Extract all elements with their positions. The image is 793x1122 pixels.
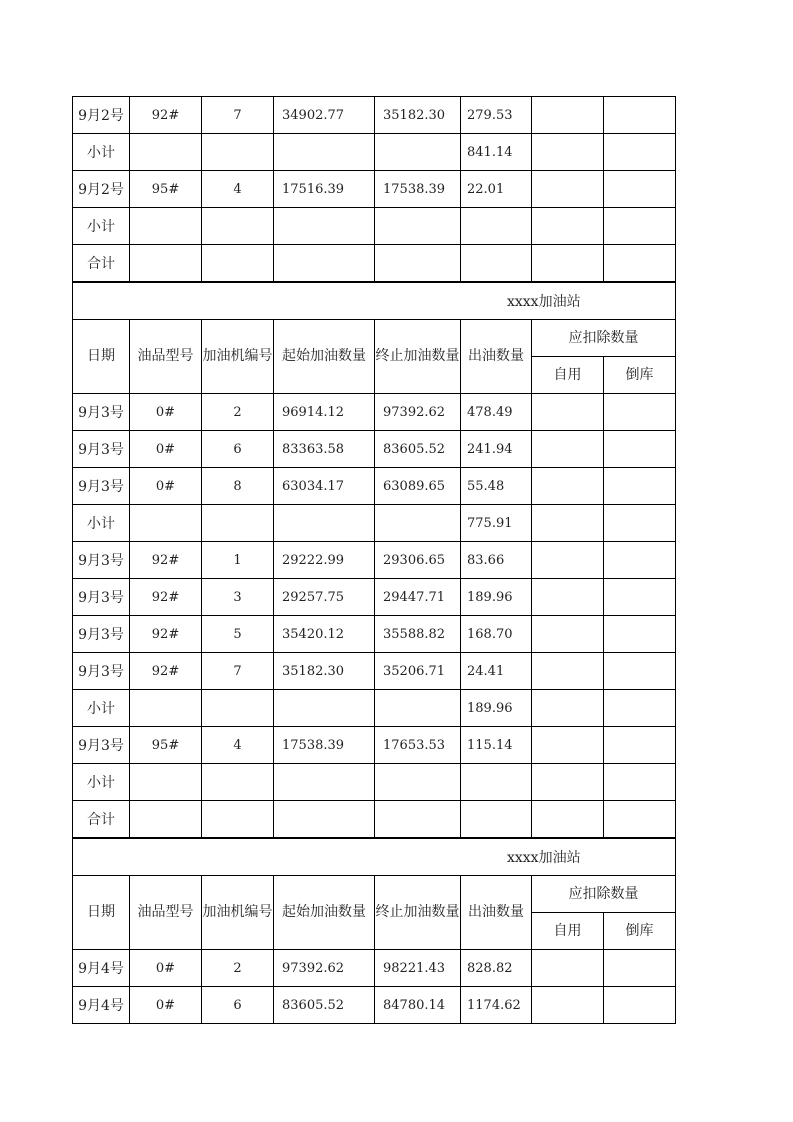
transfer-cell bbox=[604, 727, 676, 764]
start-reading-cell: 17516.39 bbox=[274, 171, 375, 208]
start-reading-cell bbox=[274, 801, 375, 839]
pump-number-cell: 6 bbox=[202, 431, 274, 468]
output-quantity-cell: 841.14 bbox=[461, 134, 532, 171]
table-row bbox=[73, 987, 676, 1024]
header-transfer: 倒库 bbox=[604, 357, 676, 394]
output-quantity-cell: 115.14 bbox=[461, 727, 532, 764]
self-use-cell bbox=[532, 690, 604, 727]
end-reading-cell bbox=[375, 134, 461, 171]
pump-number-cell: 7 bbox=[202, 653, 274, 690]
subtotal-row bbox=[73, 690, 676, 727]
pump-number-cell bbox=[202, 134, 274, 171]
header-grade: 油品型号 bbox=[130, 876, 202, 950]
self-use-cell bbox=[532, 245, 604, 283]
output-quantity-cell: 189.96 bbox=[461, 690, 532, 727]
table-row bbox=[73, 950, 676, 987]
start-reading-cell: 97392.62 bbox=[274, 950, 375, 987]
pump-number-cell: 8 bbox=[202, 468, 274, 505]
self-use-cell bbox=[532, 801, 604, 839]
header-date: 日期 bbox=[73, 876, 130, 950]
subtotal-row bbox=[73, 505, 676, 542]
station-title-row bbox=[73, 838, 676, 876]
self-use-cell bbox=[532, 208, 604, 245]
date-cell: 合计 bbox=[73, 801, 130, 839]
output-quantity-cell: 1174.62 bbox=[461, 987, 532, 1024]
end-reading-cell: 29447.71 bbox=[375, 579, 461, 616]
header-self-use: 自用 bbox=[532, 913, 604, 950]
end-reading-cell bbox=[375, 208, 461, 245]
table-row bbox=[73, 653, 676, 690]
grade-cell bbox=[130, 690, 202, 727]
start-reading-cell bbox=[274, 245, 375, 283]
grade-cell: 92# bbox=[130, 97, 202, 134]
start-reading-cell: 35182.30 bbox=[274, 653, 375, 690]
date-cell: 9月3号 bbox=[73, 616, 130, 653]
end-reading-cell bbox=[375, 801, 461, 839]
header-start-reading: 起始加油数量 bbox=[274, 876, 375, 950]
grade-cell bbox=[130, 208, 202, 245]
pump-number-cell bbox=[202, 690, 274, 727]
date-cell: 小计 bbox=[73, 690, 130, 727]
header-self-use: 自用 bbox=[532, 357, 604, 394]
transfer-cell bbox=[604, 171, 676, 208]
header-pump-number: 加油机编号 bbox=[202, 320, 274, 394]
date-cell: 9月2号 bbox=[73, 97, 130, 134]
grade-cell: 0# bbox=[130, 987, 202, 1024]
self-use-cell bbox=[532, 171, 604, 208]
end-reading-cell: 83605.52 bbox=[375, 431, 461, 468]
grade-cell bbox=[130, 134, 202, 171]
pump-number-cell bbox=[202, 764, 274, 801]
self-use-cell bbox=[532, 950, 604, 987]
fuel-table bbox=[72, 96, 676, 1024]
date-cell: 合计 bbox=[73, 245, 130, 283]
transfer-cell bbox=[604, 134, 676, 171]
grade-cell bbox=[130, 764, 202, 801]
table-row bbox=[73, 542, 676, 579]
table-row bbox=[73, 468, 676, 505]
end-reading-cell: 97392.62 bbox=[375, 394, 461, 431]
pump-number-cell bbox=[202, 505, 274, 542]
end-reading-cell: 63089.65 bbox=[375, 468, 461, 505]
pump-number-cell: 3 bbox=[202, 579, 274, 616]
output-quantity-cell: 775.91 bbox=[461, 505, 532, 542]
transfer-cell bbox=[604, 801, 676, 839]
total-row bbox=[73, 801, 676, 839]
start-reading-cell: 63034.17 bbox=[274, 468, 375, 505]
header-date: 日期 bbox=[73, 320, 130, 394]
pump-number-cell bbox=[202, 801, 274, 839]
self-use-cell bbox=[532, 97, 604, 134]
output-quantity-cell bbox=[461, 208, 532, 245]
self-use-cell bbox=[532, 579, 604, 616]
end-reading-cell: 17538.39 bbox=[375, 171, 461, 208]
start-reading-cell: 29257.75 bbox=[274, 579, 375, 616]
transfer-cell bbox=[604, 505, 676, 542]
grade-cell: 0# bbox=[130, 468, 202, 505]
end-reading-cell: 17653.53 bbox=[375, 727, 461, 764]
self-use-cell bbox=[532, 542, 604, 579]
grade-cell bbox=[130, 801, 202, 839]
grade-cell: 92# bbox=[130, 616, 202, 653]
self-use-cell bbox=[532, 394, 604, 431]
fuel-dispensing-sheet bbox=[72, 96, 676, 1024]
station-title-row bbox=[73, 282, 676, 320]
date-cell: 9月3号 bbox=[73, 579, 130, 616]
transfer-cell bbox=[604, 431, 676, 468]
table-row bbox=[73, 431, 676, 468]
header-start-reading: 起始加油数量 bbox=[274, 320, 375, 394]
end-reading-cell: 35588.82 bbox=[375, 616, 461, 653]
self-use-cell bbox=[532, 468, 604, 505]
date-cell: 9月3号 bbox=[73, 542, 130, 579]
pump-number-cell: 6 bbox=[202, 987, 274, 1024]
start-reading-cell: 96914.12 bbox=[274, 394, 375, 431]
date-cell: 小计 bbox=[73, 208, 130, 245]
output-quantity-cell: 24.41 bbox=[461, 653, 532, 690]
header-end-reading: 终止加油数量 bbox=[375, 876, 461, 950]
date-cell: 小计 bbox=[73, 134, 130, 171]
self-use-cell bbox=[532, 987, 604, 1024]
transfer-cell bbox=[604, 245, 676, 283]
pump-number-cell: 2 bbox=[202, 394, 274, 431]
end-reading-cell bbox=[375, 505, 461, 542]
subtotal-row bbox=[73, 764, 676, 801]
date-cell: 小计 bbox=[73, 505, 130, 542]
table-row bbox=[73, 727, 676, 764]
start-reading-cell: 29222.99 bbox=[274, 542, 375, 579]
station-name: xxxx加油站 bbox=[73, 838, 676, 876]
date-cell: 9月4号 bbox=[73, 987, 130, 1024]
table-row bbox=[73, 579, 676, 616]
header-output-quantity: 出油数量 bbox=[461, 876, 532, 950]
start-reading-cell bbox=[274, 764, 375, 801]
output-quantity-cell: 83.66 bbox=[461, 542, 532, 579]
output-quantity-cell: 55.48 bbox=[461, 468, 532, 505]
table-row bbox=[73, 171, 676, 208]
transfer-cell bbox=[604, 394, 676, 431]
date-cell: 9月4号 bbox=[73, 950, 130, 987]
grade-cell: 95# bbox=[130, 171, 202, 208]
start-reading-cell bbox=[274, 208, 375, 245]
self-use-cell bbox=[532, 764, 604, 801]
start-reading-cell: 35420.12 bbox=[274, 616, 375, 653]
grade-cell bbox=[130, 245, 202, 283]
grade-cell: 92# bbox=[130, 542, 202, 579]
output-quantity-cell: 241.94 bbox=[461, 431, 532, 468]
header-end-reading: 终止加油数量 bbox=[375, 320, 461, 394]
table-row bbox=[73, 616, 676, 653]
end-reading-cell: 84780.14 bbox=[375, 987, 461, 1024]
end-reading-cell: 98221.43 bbox=[375, 950, 461, 987]
grade-cell: 0# bbox=[130, 950, 202, 987]
transfer-cell bbox=[604, 764, 676, 801]
transfer-cell bbox=[604, 97, 676, 134]
start-reading-cell bbox=[274, 134, 375, 171]
date-cell: 小计 bbox=[73, 764, 130, 801]
header-row bbox=[73, 320, 676, 357]
end-reading-cell: 29306.65 bbox=[375, 542, 461, 579]
output-quantity-cell: 189.96 bbox=[461, 579, 532, 616]
date-cell: 9月3号 bbox=[73, 394, 130, 431]
date-cell: 9月3号 bbox=[73, 653, 130, 690]
transfer-cell bbox=[604, 542, 676, 579]
date-cell: 9月3号 bbox=[73, 468, 130, 505]
header-deduct-quantity: 应扣除数量 bbox=[532, 320, 676, 357]
header-transfer: 倒库 bbox=[604, 913, 676, 950]
self-use-cell bbox=[532, 653, 604, 690]
pump-number-cell: 4 bbox=[202, 171, 274, 208]
grade-cell: 92# bbox=[130, 579, 202, 616]
self-use-cell bbox=[532, 727, 604, 764]
output-quantity-cell bbox=[461, 801, 532, 839]
table-row bbox=[73, 97, 676, 134]
output-quantity-cell: 168.70 bbox=[461, 616, 532, 653]
pump-number-cell: 1 bbox=[202, 542, 274, 579]
self-use-cell bbox=[532, 431, 604, 468]
self-use-cell bbox=[532, 616, 604, 653]
transfer-cell bbox=[604, 987, 676, 1024]
header-grade: 油品型号 bbox=[130, 320, 202, 394]
transfer-cell bbox=[604, 653, 676, 690]
pump-number-cell: 7 bbox=[202, 97, 274, 134]
transfer-cell bbox=[604, 468, 676, 505]
date-cell: 9月2号 bbox=[73, 171, 130, 208]
subtotal-row bbox=[73, 208, 676, 245]
pump-number-cell: 5 bbox=[202, 616, 274, 653]
header-pump-number: 加油机编号 bbox=[202, 876, 274, 950]
grade-cell: 0# bbox=[130, 431, 202, 468]
end-reading-cell: 35206.71 bbox=[375, 653, 461, 690]
table-row bbox=[73, 394, 676, 431]
output-quantity-cell: 828.82 bbox=[461, 950, 532, 987]
start-reading-cell: 34902.77 bbox=[274, 97, 375, 134]
pump-number-cell bbox=[202, 245, 274, 283]
start-reading-cell bbox=[274, 505, 375, 542]
transfer-cell bbox=[604, 616, 676, 653]
grade-cell: 95# bbox=[130, 727, 202, 764]
end-reading-cell bbox=[375, 690, 461, 727]
header-row bbox=[73, 876, 676, 913]
date-cell: 9月3号 bbox=[73, 431, 130, 468]
self-use-cell bbox=[532, 505, 604, 542]
output-quantity-cell: 478.49 bbox=[461, 394, 532, 431]
grade-cell: 0# bbox=[130, 394, 202, 431]
transfer-cell bbox=[604, 950, 676, 987]
end-reading-cell bbox=[375, 764, 461, 801]
grade-cell: 92# bbox=[130, 653, 202, 690]
self-use-cell bbox=[532, 134, 604, 171]
subtotal-row bbox=[73, 134, 676, 171]
transfer-cell bbox=[604, 690, 676, 727]
transfer-cell bbox=[604, 208, 676, 245]
pump-number-cell: 4 bbox=[202, 727, 274, 764]
grade-cell bbox=[130, 505, 202, 542]
pump-number-cell bbox=[202, 208, 274, 245]
header-output-quantity: 出油数量 bbox=[461, 320, 532, 394]
station-name: xxxx加油站 bbox=[73, 282, 676, 320]
output-quantity-cell: 22.01 bbox=[461, 171, 532, 208]
end-reading-cell: 35182.30 bbox=[375, 97, 461, 134]
output-quantity-cell: 279.53 bbox=[461, 97, 532, 134]
end-reading-cell bbox=[375, 245, 461, 283]
output-quantity-cell bbox=[461, 245, 532, 283]
start-reading-cell: 17538.39 bbox=[274, 727, 375, 764]
output-quantity-cell bbox=[461, 764, 532, 801]
total-row bbox=[73, 245, 676, 283]
start-reading-cell: 83605.52 bbox=[274, 987, 375, 1024]
date-cell: 9月3号 bbox=[73, 727, 130, 764]
start-reading-cell: 83363.58 bbox=[274, 431, 375, 468]
transfer-cell bbox=[604, 579, 676, 616]
start-reading-cell bbox=[274, 690, 375, 727]
header-deduct-quantity: 应扣除数量 bbox=[532, 876, 676, 913]
pump-number-cell: 2 bbox=[202, 950, 274, 987]
